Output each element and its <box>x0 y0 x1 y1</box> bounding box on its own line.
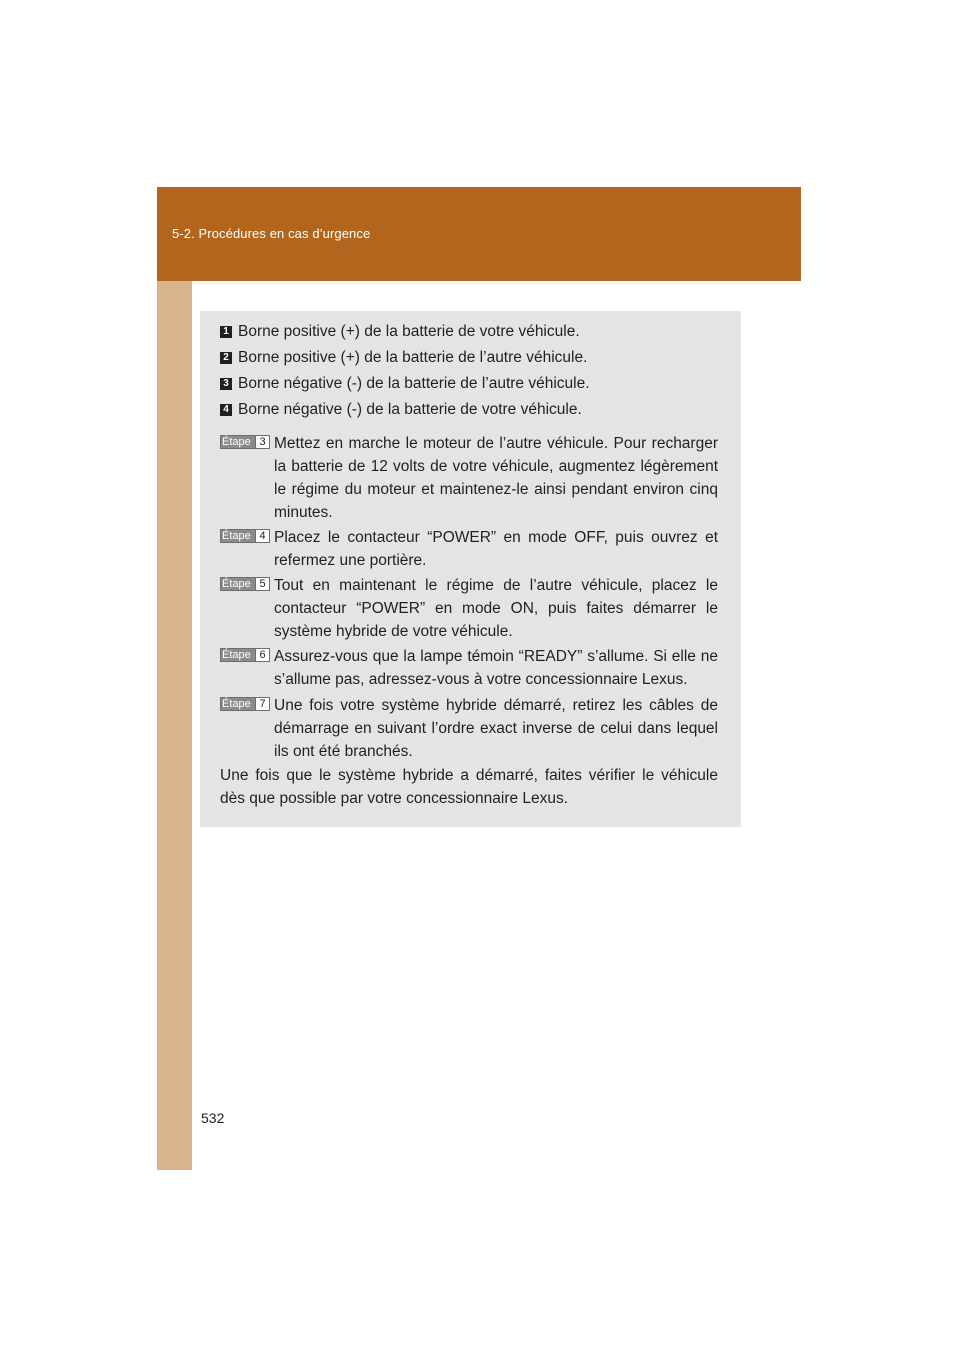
number-badge-icon: 3 <box>220 378 232 390</box>
step-3 <box>220 432 718 524</box>
step-7 <box>220 694 718 763</box>
number-badge-icon: 4 <box>220 404 232 416</box>
side-strip <box>157 187 192 1170</box>
step-badge-number: 6 <box>255 649 269 661</box>
step-badge <box>220 648 270 662</box>
legend-item-2 <box>220 348 587 368</box>
step-5 <box>220 574 718 643</box>
legend-text: Borne négative (-) de la batterie de l’autre véhicule. <box>238 375 590 392</box>
step-badge-label: Étape <box>222 649 251 661</box>
legend-item-4 <box>220 400 582 420</box>
step-badge <box>220 435 270 449</box>
step-badge <box>220 577 270 591</box>
step-text: Tout en maintenant le régime de l’autre véhicule, placez le contacteur “POWER” en mode ON, puis faites démarrer le système hybride de votre véhicule. <box>274 577 718 640</box>
step-4 <box>220 526 718 572</box>
step-badge-label: Étape <box>222 698 251 710</box>
legend-item-1 <box>220 322 580 342</box>
closing-paragraph: Une fois que le système hybride a démarré, faites vérifier le véhicule dès que possible par votre concessionnaire Lexus. <box>220 767 718 807</box>
step-badge <box>220 529 270 543</box>
legend-item-3 <box>220 374 590 394</box>
number-badge-icon: 2 <box>220 352 232 364</box>
step-text: Une fois votre système hybride démarré, retirez les câbles de démarrage en suivant l’ordre exact inverse de celui dans lequel ils ont été branchés. <box>274 697 718 760</box>
step-6 <box>220 645 718 691</box>
step-badge-number: 4 <box>255 530 269 542</box>
step-badge-label: Étape <box>222 530 251 542</box>
step-text: Assurez-vous que la lampe témoin “READY” s’allume. Si elle ne s’allume pas, adressez-vous à votre concessionnaire Lexus. <box>274 648 718 688</box>
step-text: Placez le contacteur “POWER” en mode OFF, puis ouvrez et refermez une portière. <box>274 529 718 569</box>
legend-text: Borne positive (+) de la batterie de l’autre véhicule. <box>238 349 588 366</box>
step-badge-label: Étape <box>222 578 251 590</box>
number-badge-icon: 1 <box>220 326 232 338</box>
section-title: 5-2. Procédures en cas d’urgence <box>172 226 371 241</box>
step-badge-number: 7 <box>255 698 269 710</box>
legend-text: Borne négative (-) de la batterie de votre véhicule. <box>238 401 582 418</box>
legend-text: Borne positive (+) de la batterie de votre véhicule. <box>238 323 580 340</box>
step-badge-number: 3 <box>255 436 269 448</box>
step-badge-label: Étape <box>222 436 251 448</box>
step-badge-number: 5 <box>255 578 269 590</box>
step-badge <box>220 697 270 711</box>
step-text: Mettez en marche le moteur de l’autre véhicule. Pour recharger la batterie de 12 volts de votre véhicule, augmentez légèrement le régime du moteur et maintenez-le ainsi pendant environ cinq minutes. <box>274 435 718 521</box>
page-number: 532 <box>201 1110 225 1126</box>
